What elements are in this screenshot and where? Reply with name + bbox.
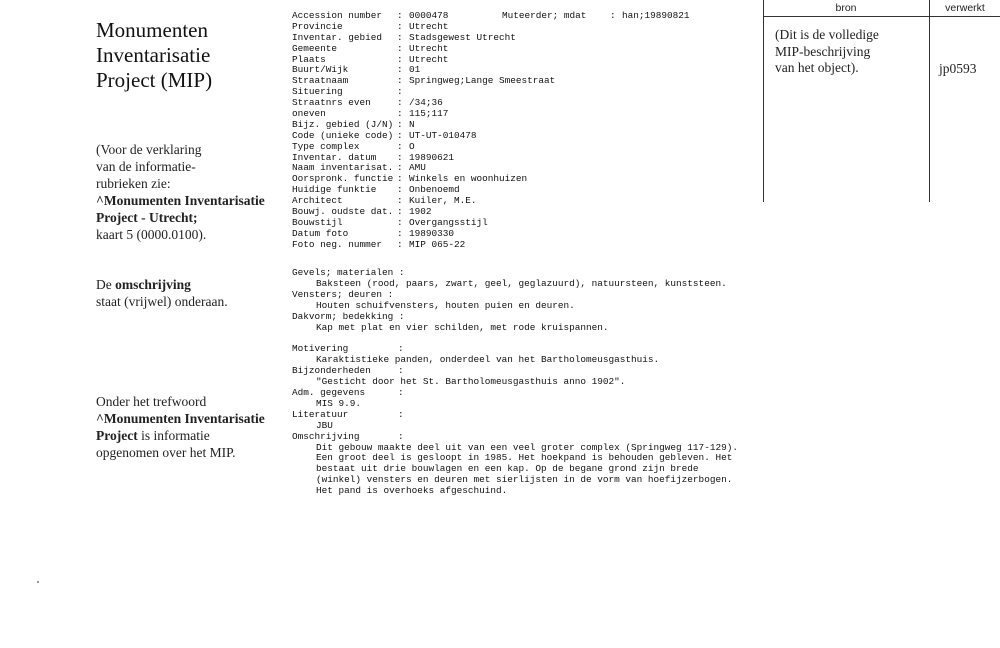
field-label: Buurt/Wijk — [292, 64, 349, 76]
omschrijving-line: Het pand is overhoeks afgeschuind. — [316, 485, 508, 497]
field-label: Straatnrs even — [292, 97, 371, 109]
colon: : — [398, 430, 404, 442]
colon: : — [397, 238, 403, 250]
field-value: Stadsgewest Utrecht — [409, 31, 516, 43]
field-value: MIP 065-22 — [409, 238, 466, 250]
colon: : — [397, 108, 403, 120]
field-value: 01 — [409, 64, 421, 76]
keyword-note — [96, 393, 281, 461]
field-value: O — [409, 140, 415, 152]
gevels-text: Baksteen (rood, paars, zwart, geel, geglazuurd), natuursteen, kunststeen. — [316, 277, 727, 289]
field-value: AMU — [409, 162, 426, 174]
colon: : — [397, 216, 403, 228]
field-label: Bijz. gebied (J/N) — [292, 118, 394, 130]
colon: : — [397, 184, 403, 196]
note-line: rubrieken zie: — [96, 176, 171, 191]
adm-text: MIS 9.9. — [316, 397, 362, 409]
field-value: 19890330 — [409, 227, 455, 239]
title-line-3: Project (MIP) — [96, 68, 213, 92]
colon: : — [397, 140, 403, 152]
field-label: Situering — [292, 86, 343, 98]
title-line-2: Inventarisatie — [96, 43, 211, 67]
colon: : — [397, 42, 403, 54]
field-value: 115;117 — [409, 108, 449, 120]
field-value: 19890621 — [409, 151, 455, 163]
field-value: 0000478 — [409, 10, 449, 21]
field-label: Foto neg. nummer — [292, 238, 383, 250]
note-bold-line: ^Monumenten Inventarisatie — [96, 411, 265, 426]
field-label: Bouwstijl — [292, 216, 343, 228]
colon: : — [398, 387, 404, 399]
bron-line: MIP-beschrijving — [775, 43, 871, 59]
field-label: Type complex — [292, 140, 360, 152]
gevels-label: Gevels; materialen : — [292, 267, 405, 278]
field-label: Inventar. gebied — [292, 31, 383, 43]
field-label: Datum foto — [292, 227, 349, 239]
colon: : — [397, 10, 403, 21]
motivering-text: Karaktistieke panden, onderdeel van het Bartholomeusgasthuis. — [316, 354, 660, 366]
bron-line: (Dit is de volledige — [775, 27, 879, 42]
colon: : — [398, 343, 404, 355]
bron-line: van het object). — [775, 60, 859, 75]
colon: : — [397, 97, 403, 109]
explanation-note — [96, 141, 281, 243]
vensters-text: Houten schuifvensters, houten puien en deuren. — [316, 299, 575, 311]
field-label: Plaats — [292, 53, 326, 65]
omschrijving-label: Omschrijving — [292, 430, 360, 442]
header-verwerkt: verwerkt — [945, 2, 985, 14]
colon: : — [397, 64, 403, 76]
note-line: staat (vrijwel) onderaan. — [96, 294, 228, 309]
literatuur-text: JBU — [316, 419, 333, 431]
scan-speck — [37, 581, 39, 583]
field-value: 1902 — [409, 206, 432, 218]
colon: : — [610, 10, 616, 21]
note-line: Onder het trefwoord — [96, 394, 207, 409]
dakvorm-label: Dakvorm; bedekking : — [292, 310, 405, 322]
note-text: is informatie — [137, 428, 210, 443]
table-header-divider — [763, 16, 1000, 17]
muteerder-value: han;19890821 — [622, 10, 690, 21]
field-label: Gemeente — [292, 42, 338, 54]
table-border-left — [763, 0, 764, 202]
field-label: Code (unieke code) — [292, 129, 394, 141]
omschrijving-line: Dit gebouw maakte deel uit van een veel groter complex (Springweg 117-129). — [316, 441, 738, 453]
note-line: opgenomen over het MIP. — [96, 445, 236, 460]
field-label: Accession number — [292, 10, 383, 21]
field-label: Straatnaam — [292, 75, 349, 87]
colon: : — [397, 227, 403, 239]
colon: : — [397, 162, 403, 174]
source-table — [763, 0, 1000, 202]
dakvorm-text: Kap met plat en vier schilden, met rode kruispannen. — [316, 321, 609, 333]
field-value: Utrecht — [409, 53, 449, 65]
colon: : — [397, 53, 403, 65]
omschrijving-line: (winkel) vensters en deuren met sierlijsten in de vorm van hoefijzerbogen. — [316, 474, 733, 486]
bijzonderheden-label: Bijzonderheden — [292, 365, 371, 377]
colon: : — [397, 129, 403, 141]
verwerkt-cell: jp0593 — [939, 61, 977, 76]
note-bold-line: Project - Utrecht; — [96, 210, 198, 225]
field-value: Utrecht — [409, 42, 449, 54]
note-line: kaart 5 (0000.0100). — [96, 227, 207, 242]
field-label: oneven — [292, 108, 326, 120]
field-label: Architect — [292, 195, 343, 207]
note-text: De — [96, 277, 116, 292]
colon: : — [397, 75, 403, 87]
field-label: Oorspronk. functie — [292, 173, 394, 185]
bijzonderheden-text: "Gesticht door het St. Bartholomeusgasthuis anno 1902". — [316, 376, 626, 388]
field-label: Bouwj. oudste dat. — [292, 206, 394, 218]
omschrijving-line: bestaat uit drie bouwlagen en een kap. Op de begane grond zijn brede — [316, 463, 699, 475]
description-location-note — [96, 276, 281, 310]
field-value: /34;36 — [409, 97, 443, 109]
record-description — [292, 268, 738, 497]
vensters-label: Vensters; deuren : — [292, 288, 394, 300]
bron-cell — [775, 27, 879, 77]
field-value: Overgangsstijl — [409, 216, 488, 228]
colon: : — [397, 118, 403, 130]
colon: : — [397, 195, 403, 207]
motivering-label: Motivering — [292, 343, 349, 355]
table-column-divider — [929, 0, 930, 202]
colon: : — [397, 206, 403, 218]
note-bold-word: omschrijving — [115, 277, 191, 292]
muteerder-label: Muteerder; mdat — [502, 10, 587, 21]
colon: : — [397, 31, 403, 43]
field-value: Utrecht — [409, 20, 449, 32]
note-bold-line: ^Monumenten Inventarisatie — [96, 193, 265, 208]
note-bold-word: Project — [96, 428, 138, 443]
field-label: Huidige funktie — [292, 184, 377, 196]
adm-label: Adm. gegevens — [292, 387, 366, 399]
field-value: Springweg;Lange Smeestraat — [409, 75, 556, 87]
title-line-1: Monumenten — [96, 18, 208, 42]
field-label: Provincie — [292, 20, 343, 32]
field-value: Kuiler, M.E. — [409, 195, 477, 207]
literatuur-label: Literatuur — [292, 408, 349, 420]
colon: : — [398, 408, 404, 420]
field-label: Naam inventarisat. — [292, 162, 394, 174]
omschrijving-line: Een groot deel is gesloopt in 1985. Het hoekpand is behouden gebleven. Het — [316, 452, 733, 464]
note-line: (Voor de verklaring — [96, 142, 202, 157]
colon: : — [397, 173, 403, 185]
colon: : — [397, 86, 403, 98]
page-title — [96, 18, 266, 93]
field-value: Winkels en woonhuizen — [409, 173, 528, 185]
colon: : — [397, 20, 403, 32]
field-value: UT-UT-010478 — [409, 129, 477, 141]
field-label: Inventar. datum — [292, 151, 377, 163]
note-line: van de informatie- — [96, 159, 196, 174]
header-bron: bron — [835, 2, 857, 14]
colon: : — [397, 151, 403, 163]
field-value: Onbenoemd — [409, 184, 460, 196]
colon: : — [398, 365, 404, 377]
field-value: N — [409, 118, 415, 130]
